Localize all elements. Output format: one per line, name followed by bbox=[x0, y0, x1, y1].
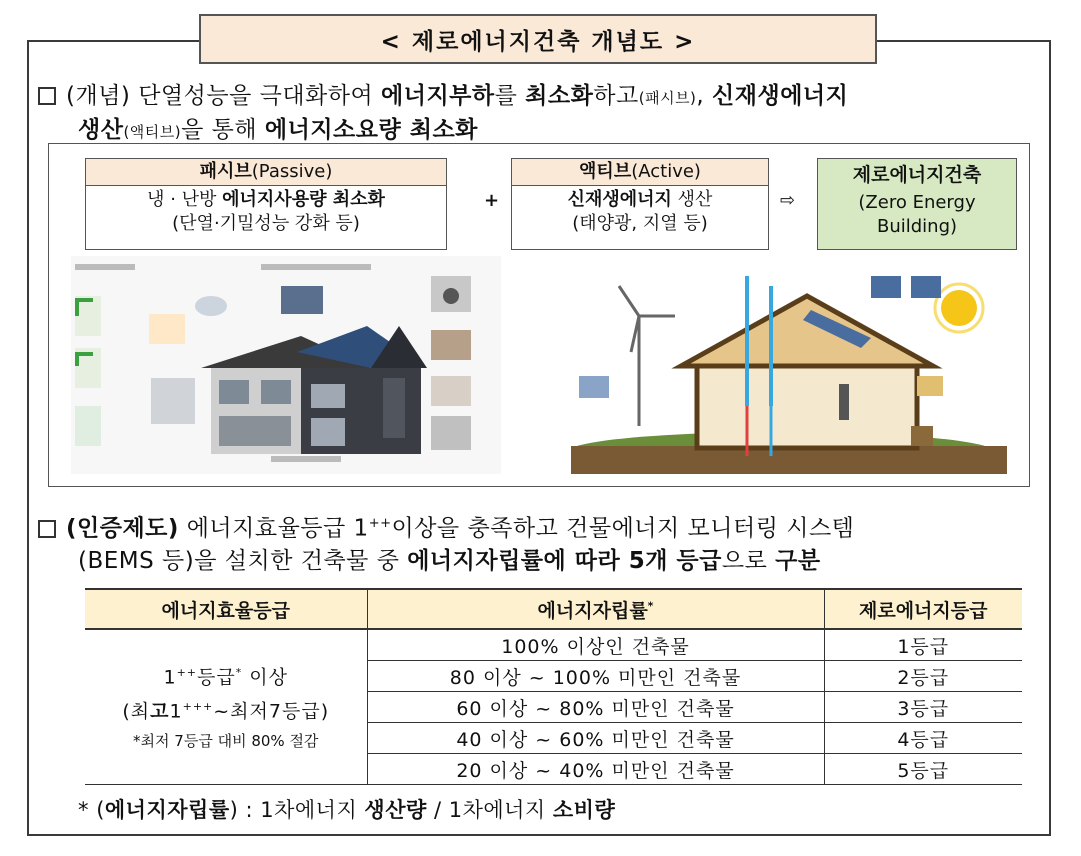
req-text: 이상 bbox=[242, 666, 288, 688]
concept-label: (개념) bbox=[66, 83, 131, 109]
req-sup: ++ bbox=[176, 665, 198, 679]
zero-energy-box bbox=[817, 158, 1017, 250]
concept-bold-requirement: 에너지소요량 최소화 bbox=[264, 117, 478, 143]
header-self-sufficiency bbox=[367, 589, 824, 629]
header-zero-energy-grade: 제로에너지등급 bbox=[824, 589, 1022, 629]
concept-text: 단열성능을 극대화하여 bbox=[130, 83, 382, 109]
concept-text: 를 bbox=[494, 83, 526, 109]
page-title: < 제로에너지건축 개념도 > bbox=[199, 14, 877, 64]
concept-text: 을 통해 bbox=[181, 117, 265, 143]
concept-paragraph bbox=[38, 80, 848, 148]
checkbox-icon bbox=[38, 520, 56, 538]
active-house-illustration bbox=[571, 256, 1007, 474]
passive-house-illustration bbox=[71, 256, 501, 474]
header-efficiency-grade: 에너지효율등급 bbox=[85, 589, 367, 629]
concept-bold-renewable: 신재생에너지 bbox=[712, 83, 849, 109]
concept-bold-minimize: 최소화 bbox=[525, 83, 594, 109]
cert-text: 이상을 충족하고 건물에너지 모니터링 시스템 bbox=[391, 515, 855, 542]
grade-cell: 5등급 bbox=[824, 754, 1022, 785]
req-text: 1 bbox=[169, 700, 183, 723]
table-header-row bbox=[85, 589, 1022, 629]
passive-detail: (단열·기밀성능 강화 등) bbox=[172, 213, 360, 234]
plus-sign: + bbox=[484, 190, 500, 211]
req-mark: * bbox=[235, 665, 243, 679]
rate-cell: 40 이상 ~ 60% 미만인 건축물 bbox=[367, 723, 824, 754]
active-bold: 신재생에너지 bbox=[567, 189, 672, 210]
active-header bbox=[512, 159, 768, 186]
active-body bbox=[512, 186, 768, 236]
cert-text: 으로 bbox=[721, 547, 776, 574]
req-text: (최 bbox=[122, 700, 151, 723]
concept-passive-note: (패시브) bbox=[638, 89, 697, 107]
zero-energy-line1: (Zero Energy bbox=[858, 192, 976, 213]
table-row bbox=[85, 629, 1022, 661]
concept-bold-load: 에너지부하 bbox=[381, 83, 495, 109]
passive-header bbox=[86, 159, 446, 186]
passive-box bbox=[85, 158, 447, 250]
grade-cell: 2등급 bbox=[824, 661, 1022, 692]
zero-energy-grade-table bbox=[85, 588, 1022, 785]
passive-body bbox=[86, 186, 446, 236]
rate-cell: 80 이상 ~ 100% 미만인 건축물 bbox=[367, 661, 824, 692]
req-text: 1 bbox=[163, 666, 177, 688]
active-text: 생산 bbox=[671, 189, 713, 210]
passive-bold: 에너지사용량 최소화 bbox=[222, 189, 385, 210]
active-box bbox=[511, 158, 769, 250]
req-text: ~최저7등급) bbox=[213, 700, 330, 723]
passive-title: 패시브 bbox=[199, 161, 252, 182]
grade-cell: 3등급 bbox=[824, 692, 1022, 723]
cert-bold-classify: 구분 bbox=[775, 547, 821, 574]
concept-text: 하고 bbox=[593, 83, 639, 109]
grade-cell: 1등급 bbox=[824, 629, 1022, 661]
cert-label: (인증제도) bbox=[66, 515, 179, 542]
cert-text: (BEMS 등)을 설치한 건축물 중 bbox=[78, 547, 408, 574]
req-text: 등급 bbox=[197, 666, 236, 688]
cert-line2 bbox=[38, 545, 854, 577]
cert-superscript: ++ bbox=[368, 516, 392, 531]
concept-bold-production: 생산 bbox=[78, 117, 124, 143]
cert-paragraph bbox=[38, 508, 854, 577]
footnote bbox=[78, 794, 615, 824]
rate-cell: 60 이상 ~ 80% 미만인 건축물 bbox=[367, 692, 824, 723]
footnote-bold-rate: 에너지자립률 bbox=[104, 798, 230, 822]
efficiency-requirement-cell bbox=[85, 629, 367, 785]
concept-active-note: (액티브) bbox=[123, 123, 182, 141]
concept-text: , bbox=[696, 83, 713, 109]
req-note: *최저 7등급 대비 80% 절감 bbox=[133, 732, 319, 751]
rate-cell: 20 이상 ~ 40% 미만인 건축물 bbox=[367, 754, 824, 785]
rate-cell: 100% 이상인 건축물 bbox=[367, 629, 824, 661]
zero-energy-line2: Building) bbox=[876, 216, 958, 237]
footnote-star: * bbox=[78, 798, 97, 822]
footnote-text: ) : 1차에너지 bbox=[229, 798, 365, 822]
concept-diagram bbox=[48, 143, 1030, 487]
arrow-icon: ⇨ bbox=[780, 190, 796, 211]
grade-cell: 4등급 bbox=[824, 723, 1022, 754]
passive-subtitle: (Passive) bbox=[251, 161, 333, 182]
req-sup: +++ bbox=[182, 700, 214, 713]
header-mark: * bbox=[647, 599, 654, 613]
active-title: 액티브 bbox=[579, 161, 632, 182]
footnote-bold-consumption: 소비량 bbox=[552, 798, 616, 822]
active-subtitle: (Active) bbox=[631, 161, 701, 182]
footnote-text: ( bbox=[96, 798, 105, 822]
passive-text: 냉 · 난방 bbox=[147, 189, 223, 210]
footnote-text: / 1차에너지 bbox=[426, 798, 553, 822]
req-bold: 고 bbox=[150, 700, 170, 723]
footnote-bold-production: 생산량 bbox=[364, 798, 427, 822]
active-detail: (태양광, 지열 등) bbox=[572, 213, 708, 234]
cert-text: 에너지효율등급 1 bbox=[178, 515, 369, 542]
checkbox-icon bbox=[38, 87, 56, 105]
header-self-sufficiency-label: 에너지자립률 bbox=[537, 599, 648, 622]
cert-bold-rate: 에너지자립률에 따라 5개 등급 bbox=[407, 547, 722, 574]
zero-energy-title: 제로에너지건축 bbox=[852, 164, 982, 186]
